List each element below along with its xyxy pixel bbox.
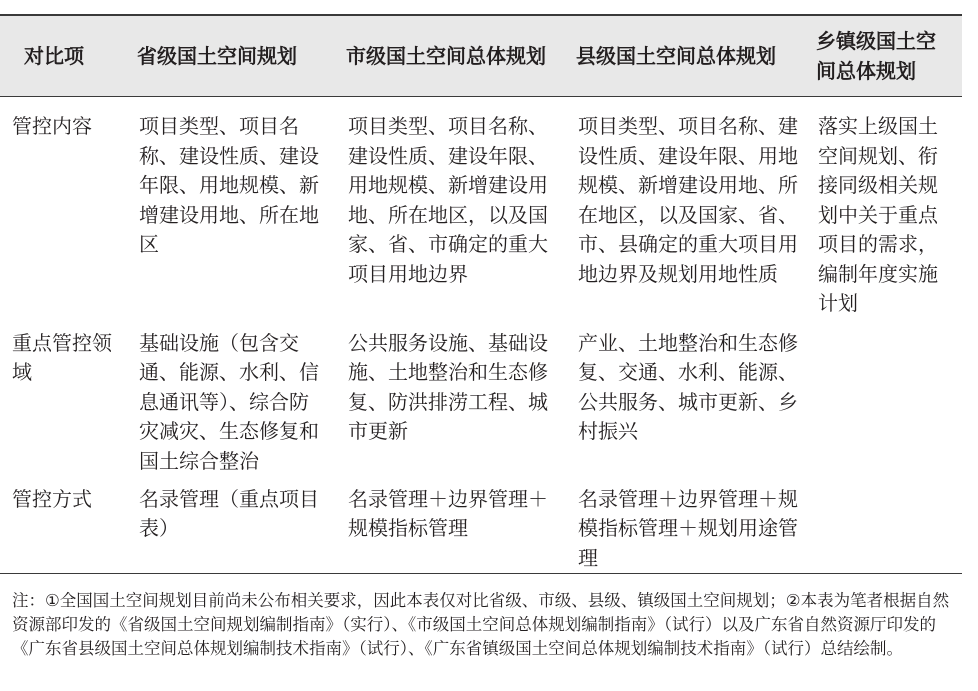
header-municipal: 市级国土空间总体规划 — [346, 44, 546, 68]
cell-township-content: 落实上级国土空间规划、衔接同级相关规划中关于重点项目的需求，编制年度实施计划 — [818, 114, 938, 315]
header-township: 乡镇级国土空间总体规划 — [816, 29, 936, 83]
table-body — [0, 97, 962, 574]
cell-township-method — [806, 477, 962, 574]
cell-county-content: 项目类型、项目名称、建设性质、建设年限、用地规模、新增建设用地、所在地区，以及国家、省、市、县确定的重大项目用地边界及规划用地性质 — [578, 114, 798, 286]
row-label-key-control-areas: 重点管控领域 — [12, 330, 112, 384]
cell-township-areas — [806, 319, 962, 477]
cell-municipal-method: 名录管理＋边界管理＋规模指标管理 — [348, 486, 548, 540]
cell-municipal-content: 项目类型、项目名称、建设性质、建设年限、用地规模、新增建设用地、所在地区，以及国家、省、市确定的重大项目用地边界 — [348, 114, 548, 286]
cell-provincial-content: 项目类型、项目名称、建设性质、建设年限、用地规模、新增建设用地、所在地区 — [139, 114, 319, 256]
cell-municipal-areas: 公共服务设施、基础设施、土地整治和生态修复、防洪排涝工程、城市更新 — [348, 330, 548, 443]
cell-county-method: 名录管理＋边界管理＋规模指标管理＋规划用途管理 — [578, 486, 798, 570]
cell-provincial-areas: 基础设施（包含交通、能源、水利、信息通讯等）、综合防灾减灾、生态修复和国土综合整治 — [139, 330, 319, 473]
header-provincial: 省级国土空间规划 — [137, 44, 297, 68]
header-row — [0, 15, 962, 97]
table-header — [0, 15, 962, 97]
row-label-control-method: 管控方式 — [12, 486, 92, 511]
table-row — [0, 477, 962, 574]
cell-county-areas: 产业、土地整治和生态修复、交通、水利、能源、公共服务、城市更新、乡村振兴 — [578, 330, 798, 443]
table-row — [0, 319, 962, 477]
table-footnote: 注：①全国国土空间规划目前尚未公布相关要求，因此本表仅对比省级、市级、县级、镇级国土空间规划；②本表为笔者根据自然资源部印发的《省级国土空间规划编制指南》（实行）、《市级国土空间总体规划编制指南》（试行）以及广东省自然资源厅印发的《广东省县级国土空间总体规划编制技术指南》（试行）、《广东省镇级国土空间总体规划编制技术指南》（试行）总结绘制。 — [12, 591, 950, 658]
comparison-table — [0, 14, 962, 574]
cell-provincial-method: 名录管理（重点项目表） — [139, 486, 319, 540]
row-label-control-content: 管控内容 — [12, 114, 92, 138]
table-row — [0, 97, 962, 319]
header-county: 县级国土空间总体规划 — [576, 44, 776, 68]
header-comparison-item: 对比项 — [24, 44, 84, 68]
